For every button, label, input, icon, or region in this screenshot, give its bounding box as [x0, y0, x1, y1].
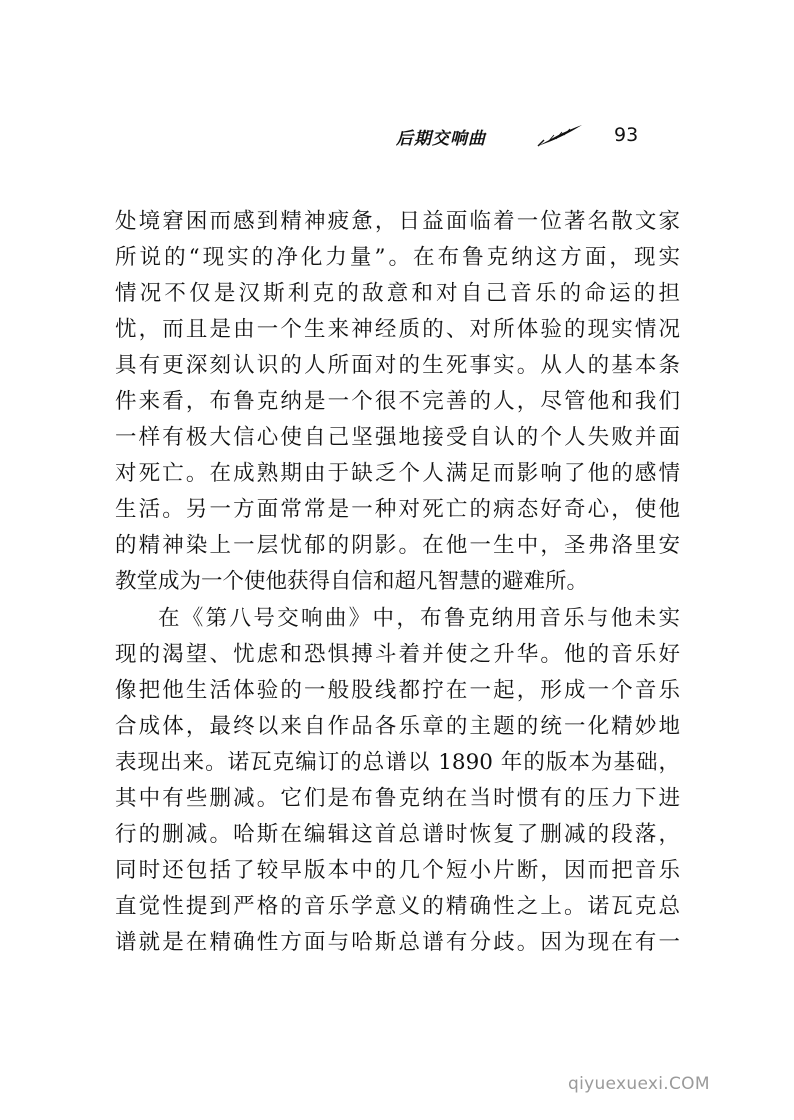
- body-text: [115, 204, 680, 961]
- text-line: 情况不仅是汉斯利克的敌意和对自己音乐的命运的担: [115, 281, 680, 307]
- text-line: 合成体，最终以来自作品各乐章的主题的统一化精妙地: [115, 713, 680, 739]
- text-line: 表现出来。诺瓦克编订的总谱以 1890 年的版本为基础，: [115, 749, 680, 775]
- paragraph-start-line: 在《第八号交响曲》中，布鲁克纳用音乐与他未实: [158, 605, 680, 631]
- text-line: 对死亡。在成熟期由于缺乏个人满足而影响了他的感情: [115, 461, 680, 487]
- text-line: 一样有极大信心使自己坚强地接受自认的个人失败并面: [115, 425, 680, 451]
- site-watermark: qiyuexuexi.COM: [568, 1074, 710, 1094]
- text-line: 行的删减。哈斯在编辑这首总谱时恢复了删减的段落，: [115, 821, 680, 847]
- running-head: [396, 118, 656, 158]
- page-number: 93: [614, 124, 639, 146]
- text-line: 生活。另一方面常常是一种对死亡的病态好奇心，使他: [115, 497, 680, 523]
- running-head-title: 后期交响曲: [396, 129, 486, 149]
- quill-ornament-icon: [536, 122, 584, 148]
- text-line: 所说的“现实的净化力量”。在布鲁克纳这方面，现实: [115, 245, 680, 271]
- text-line: 件来看，布鲁克纳是一个很不完善的人，尽管他和我们: [115, 389, 680, 415]
- text-line: 谱就是在精确性方面与哈斯总谱有分歧。因为现在有一: [115, 929, 680, 955]
- text-line: 的精神染上一层忧郁的阴影。在他一生中，圣弗洛里安: [115, 533, 680, 559]
- text-line: 其中有些删减。它们是布鲁克纳在当时惯有的压力下进: [115, 785, 680, 811]
- text-line: 处境窘困而感到精神疲惫，日益面临着一位著名散文家: [115, 209, 680, 234]
- text-line: 直觉性提到严格的音乐学意义的精确性之上。诺瓦克总: [115, 893, 680, 919]
- text-line: 同时还包括了较早版本中的几个短小片断，因而把音乐: [115, 857, 680, 883]
- paragraph-end-line: 教堂成为一个使他获得自信和超凡智慧的避难所。: [115, 569, 589, 595]
- text-line: 现的渴望、忧虑和恐惧搏斗着并使之升华。他的音乐好: [115, 641, 680, 667]
- text-line: 具有更深刻认识的人所面对的生死事实。从人的基本条: [115, 353, 680, 379]
- text-line: 像把他生活体验的一般股线都拧在一起，形成一个音乐: [115, 677, 680, 703]
- text-line: 忧，而且是由一个生来神经质的、对所体验的现实情况: [115, 317, 680, 343]
